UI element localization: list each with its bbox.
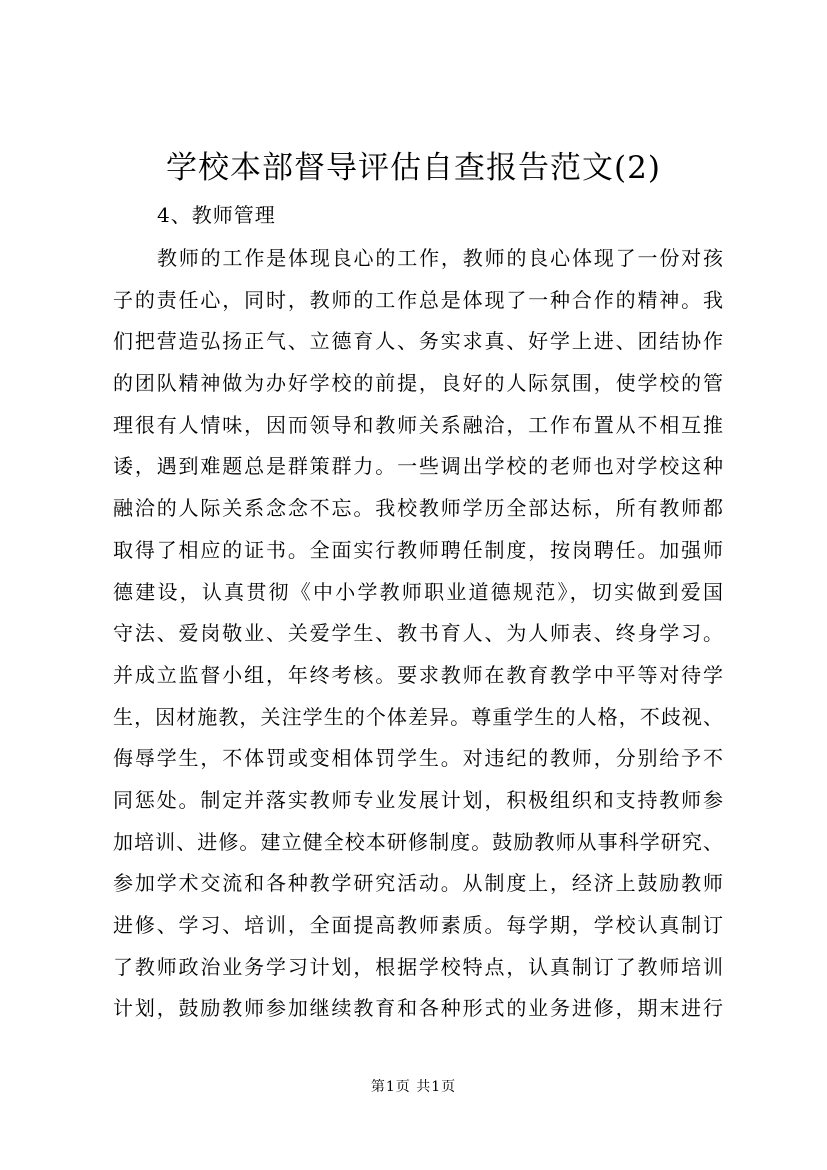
paragraph-line: 德建设，认真贯彻《中小学教师职业道德规范》，切实做到爱国 — [113, 579, 723, 604]
paragraph-line: 同惩处。制定并落实教师专业发展计划，积极组织和支持教师参 — [113, 787, 723, 812]
paragraph-line: 生，因材施教，关注学生的个体差异。尊重学生的人格，不歧视、 — [113, 704, 723, 729]
paragraph-line: 诿，遇到难题总是群策群力。一些调出学校的老师也对学校这种 — [113, 454, 723, 479]
document-title: 学校本部督导评估自查报告范文(2) — [166, 150, 661, 186]
paragraph-line: 了教师政治业务学习计划，根据学校特点，认真制订了教师培训 — [113, 954, 723, 979]
paragraph-line: 侮辱学生，不体罚或变相体罚学生。对违纪的教师，分别给予不 — [113, 746, 723, 771]
paragraph-line: 守法、爱岗敬业、关爱学生、教书育人、为人师表、终身学习。 — [113, 621, 723, 646]
paragraph-line: 的团队精神做为办好学校的前提，良好的人际氛围，使学校的管 — [113, 371, 723, 396]
paragraph-line: 教师的工作是体现良心的工作，教师的良心体现了一份对孩 — [157, 246, 723, 270]
paragraph-line: 计划，鼓励教师参加继续教育和各种形式的业务进修，期末进行 — [113, 996, 723, 1021]
paragraph-line: 参加学术交流和各种教学研究活动。从制度上，经济上鼓励教师 — [113, 871, 723, 896]
paragraph-line: 子的责任心，同时，教师的工作总是体现了一种合作的精神。我 — [113, 287, 723, 312]
paragraph-line: 理很有人情味，因而领导和教师关系融洽，工作布置从不相互推 — [113, 412, 723, 437]
paragraph-line: 们把营造弘扬正气、立德育人、务实求真、好学上进、团结协作 — [113, 329, 723, 354]
paragraph-line: 并成立监督小组，年终考核。要求教师在教育教学中平等对待学 — [113, 662, 723, 687]
paragraph-line: 取得了相应的证书。全面实行教师聘任制度，按岗聘任。加强师 — [113, 537, 723, 562]
page-footer: 第1页 共1页 — [370, 1079, 457, 1095]
body-paragraph — [113, 238, 723, 1030]
paragraph-line: 进修、学习、培训，全面提高教师素质。每学期，学校认真制订 — [113, 913, 723, 937]
paragraph-line: 融洽的人际关系念念不忘。我校教师学历全部达标，所有教师都 — [113, 496, 723, 521]
section-heading: 4、教师管理 — [157, 203, 276, 227]
paragraph-line: 加培训、进修。建立健全校本研修制度。鼓励教师从事科学研究、 — [113, 829, 723, 854]
